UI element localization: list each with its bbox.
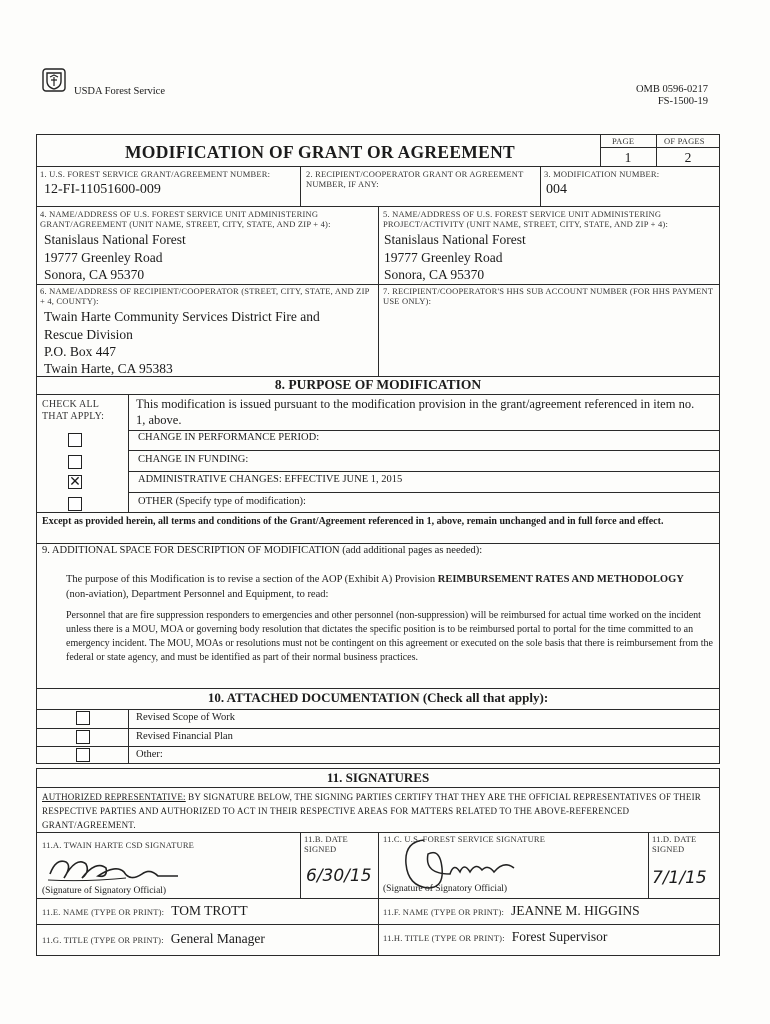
field-7-label: 7. RECIPIENT/COOPERATOR'S HHS SUB ACCOUNT NUMBER (FOR HHS PAYMENT USE ONLY): — [383, 286, 714, 306]
revised-scope-checkbox[interactable] — [76, 711, 90, 725]
modification-number: 004 — [546, 182, 567, 197]
signatures-title: 11. SIGNATURES — [326, 770, 430, 785]
form-number: FS-1500-19 — [657, 96, 708, 107]
section-9-paragraph-1 — [66, 572, 696, 602]
field-3-label: 3. MODIFICATION NUMBER: — [544, 169, 660, 179]
omb-number: OMB 0596-0217 — [635, 84, 708, 95]
attached-documentation-title: 10. ATTACHED DOCUMENTATION (Check all that apply): — [207, 690, 549, 705]
purpose-title: 8. PURPOSE OF MODIFICATION — [274, 377, 482, 392]
name-row-right — [383, 902, 640, 920]
purpose-statement: This modification is issued pursuant to the modification provision in the grant/agreement referenced in item no. 1, above. — [136, 397, 695, 427]
other-modification-checkbox[interactable] — [68, 497, 82, 511]
check-all-label: CHECK ALL THAT APPLY: — [42, 399, 105, 422]
field-6-label: 6. NAME/ADDRESS OF RECIPIENT/COOPERATOR (STREET, CITY, STATE, AND ZIP + 4, COUNTY): — [40, 286, 370, 306]
change-performance-label: CHANGE IN PERFORMANCE PERIOD: — [138, 432, 320, 443]
title-row-right — [383, 928, 607, 946]
field-5-line-1: Stanislaus National Forest — [384, 232, 526, 247]
name-e-label: 11.E. NAME (TYPE OR PRINT): — [42, 907, 165, 917]
agency-name: USDA Forest Service — [74, 86, 165, 97]
p1-text-a: The purpose of this Modification is to revise a section of the AOP (Exhibit A) Provision — [66, 574, 438, 585]
authorization-text — [42, 790, 714, 832]
title-row-left — [42, 930, 265, 948]
field-5-line-3: Sonora, CA 95370 — [384, 267, 485, 282]
field-6-line-1: Twain Harte Community Services District Fire and — [44, 309, 320, 324]
name-f-label: 11.F. NAME (TYPE OR PRINT): — [383, 907, 505, 917]
title-g-value: General Manager — [170, 931, 265, 946]
date-signed-d-label: 11.D. DATE SIGNED — [652, 834, 697, 854]
p1-bold: REIMBURSEMENT RATES AND METHODOLOGY — [437, 574, 684, 585]
revised-financial-label: Revised Financial Plan — [136, 731, 233, 742]
field-4-label: 4. NAME/ADDRESS OF U.S. FOREST SERVICE UNIT ADMINISTERING GRANT/AGREEMENT (UNIT NAME, STREET, CITY, STATE, AND ZIP + 4): — [40, 209, 331, 229]
change-funding-label: CHANGE IN FUNDING: — [138, 454, 249, 465]
title-g-label: 11.G. TITLE (TYPE OR PRINT): — [42, 935, 164, 945]
field-6-line-3: P.O. Box 447 — [44, 344, 117, 359]
field-4-line-3: Sonora, CA 95370 — [44, 267, 145, 282]
section-9-label: 9. ADDITIONAL SPACE FOR DESCRIPTION OF MODIFICATION (add additional pages as needed): — [42, 545, 483, 556]
administrative-changes-checkbox[interactable]: ✕ — [69, 474, 81, 490]
title-h-label: 11.H. TITLE (TYPE OR PRINT): — [383, 933, 505, 943]
signature-caption-right: (Signature of Signatory Official) — [383, 884, 508, 894]
field-2-label: 2. RECIPIENT/COOPERATOR GRANT OR AGREEMENT NUMBER, IF ANY: — [306, 169, 524, 189]
field-5-label: 5. NAME/ADDRESS OF U.S. FOREST SERVICE UNIT ADMINISTERING PROJECT/ACTIVITY (UNIT NAME, STREET, CITY, STATE, AND ZIP + 4): — [383, 209, 669, 229]
date-signed-d-value: 7/1/15 — [652, 868, 707, 888]
authorization-lead: AUTHORIZED REPRESENTATIVE: — [42, 792, 186, 802]
field-4-line-1: Stanislaus National Forest — [44, 232, 186, 247]
field-1-label: 1. U.S. FOREST SERVICE GRANT/AGREEMENT NUMBER: — [40, 169, 271, 179]
revised-scope-label: Revised Scope of Work — [136, 712, 235, 723]
usda-shield-icon — [42, 68, 66, 92]
revised-financial-checkbox[interactable] — [76, 730, 90, 744]
grant-agreement-number: 12-FI-11051600-009 — [44, 182, 161, 197]
title-h-value: Forest Supervisor — [511, 929, 608, 944]
administrative-changes-label: ADMINISTRATIVE CHANGES: EFFECTIVE JUNE 1, 2015 — [138, 474, 403, 485]
page-number: 1 — [624, 150, 632, 165]
of-pages-label: OF PAGES — [664, 136, 705, 146]
date-signed-b-label: 11.B. DATE SIGNED — [304, 834, 348, 854]
name-e-value: TOM TROTT — [171, 903, 248, 918]
field-5-line-2: 19777 Greenley Road — [384, 250, 503, 265]
except-statement: Except as provided herein, all terms and conditions of the Grant/Agreement referenced in 1, above, remain unchanged and in full force and effect. — [42, 516, 664, 527]
change-performance-checkbox[interactable] — [68, 433, 82, 447]
csd-signature-label: 11.A. TWAIN HARTE CSD SIGNATURE — [42, 840, 195, 850]
other-attachment-label: Other: — [136, 749, 163, 760]
forest-service-signature-label: 11.C. U.S. FOREST SERVICE SIGNATURE — [383, 834, 546, 844]
section-9-paragraph-2: Personnel that are fire suppression responders to emergencies and other personnel (non-suppression) will be reimbursed for actual time worked on the incident unless there is a MOU, MOA or governing body resolution that dictates the specific position is to be reimbursed portal to portal for the time committed to an emergency incident. The MOU, MOAs or resolutions must not be contingent on this agreement or executed on the sole basis that there is reimbursement from the federal or state agency, and must be identified as part of their normal business practices. — [66, 610, 713, 663]
form-title: MODIFICATION OF GRANT OR AGREEMENT — [124, 142, 516, 162]
other-attachment-checkbox[interactable] — [76, 748, 90, 762]
other-modification-label: OTHER (Specify type of modification): — [138, 496, 306, 507]
name-f-value: JEANNE M. HIGGINS — [511, 903, 640, 918]
signature-caption-left: (Signature of Signatory Official) — [42, 886, 167, 896]
csd-signature-image — [46, 852, 186, 886]
field-4-line-2: 19777 Greenley Road — [44, 250, 163, 265]
field-6-line-2: Rescue Division — [44, 327, 133, 342]
page-label: PAGE — [612, 136, 635, 146]
authorization-body: BY SIGNATURE BELOW, THE SIGNING PARTIES CERTIFY THAT THEY ARE THE OFFICIAL REPRESENTATIVES OF THEIR RESPECTIVE PARTIES AND AUTHORIZED TO ACT IN THEIR RESPECTIVE AREAS FOR MATTERS RELATED TO THE ABOVE-REFERENCED GRANT/AGREEMENT. — [42, 792, 701, 830]
change-funding-checkbox[interactable] — [68, 455, 82, 469]
p1-text-b: (non-aviation), Department Personnel and Equipment, to read: — [66, 589, 329, 600]
name-row-left — [42, 902, 248, 920]
date-signed-b-value: 6/30/15 — [306, 866, 372, 886]
field-6-line-4: Twain Harte, CA 95383 — [44, 361, 173, 376]
total-pages: 2 — [684, 150, 692, 165]
